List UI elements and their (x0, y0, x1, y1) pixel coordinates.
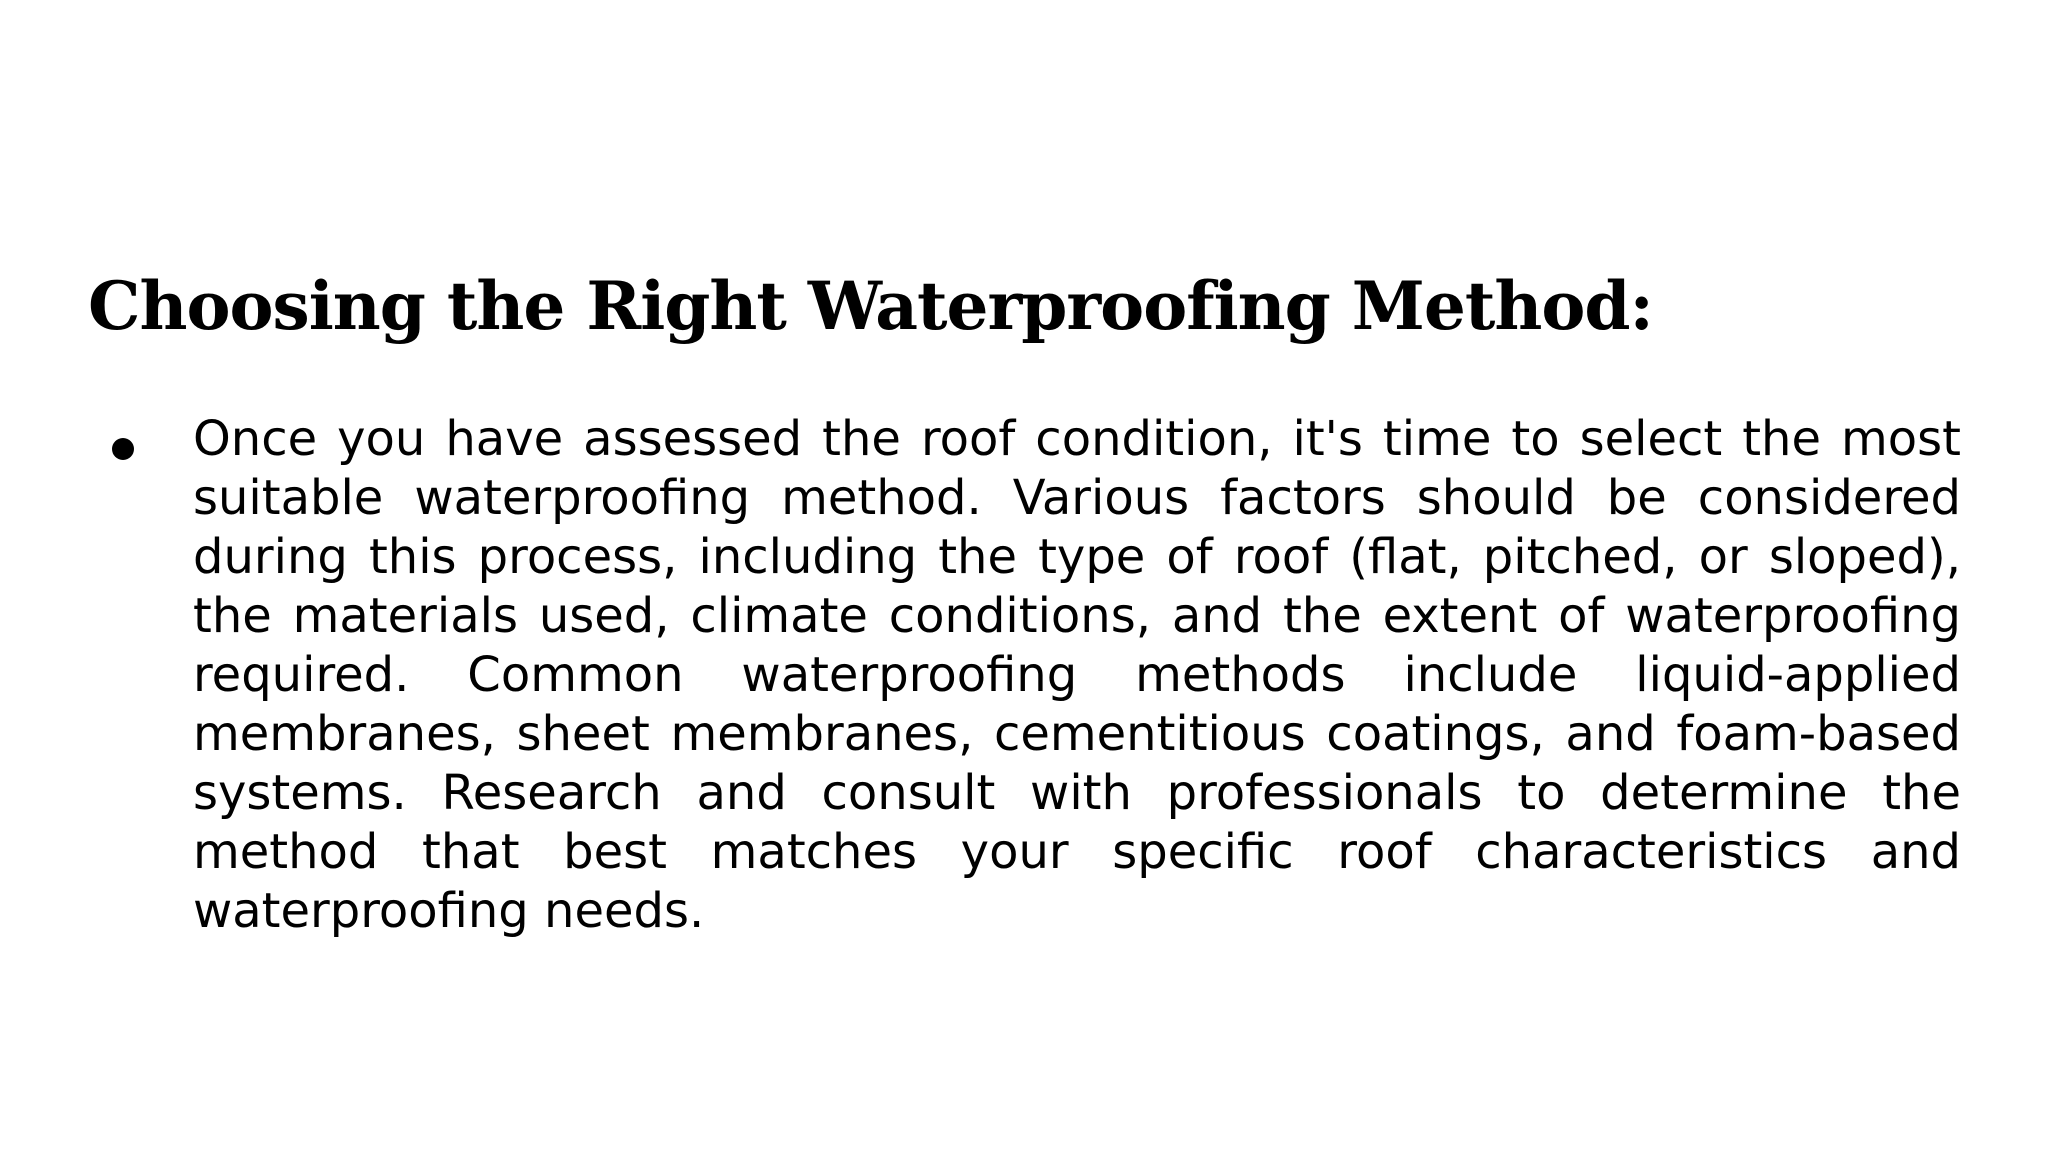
bullet-text: Once you have assessed the roof condition, it's time to select the most suitable waterproofing method. Various factors should be considered during this process, including the type of roof (flat, pitched, or sloped), the materials used, climate conditions, and the extent of waterproofing required. Common waterproofing methods include liquid-applied membranes, sheet membranes, cementitious coatings, and foam-based systems. Research and consult with professionals to determine the method that best matches your specific roof characteristics and waterproofing needs. (193, 411, 1961, 939)
bullet-dot-icon (112, 438, 134, 460)
slide-title: Choosing the Right Waterproofing Method: (88, 267, 1653, 345)
